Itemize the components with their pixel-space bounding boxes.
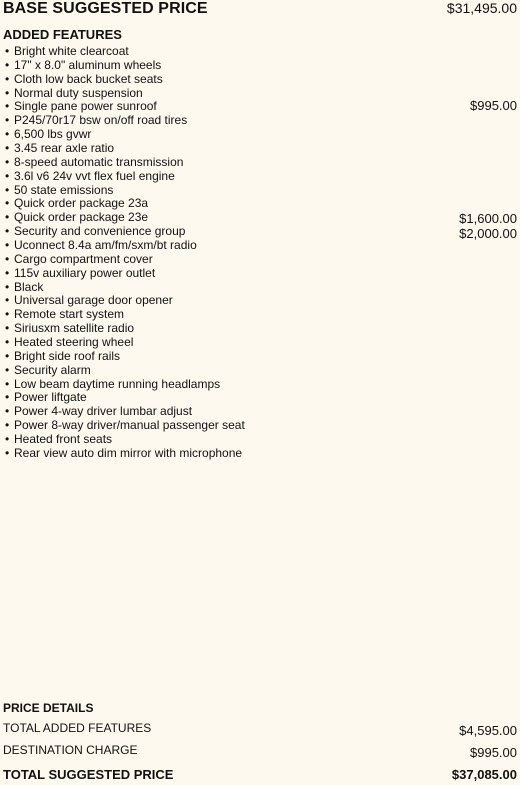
feature-item bbox=[5, 45, 517, 59]
total-added-features-value: $4,595.00 bbox=[459, 723, 517, 738]
bullet-icon: • bbox=[5, 71, 10, 86]
feature-item bbox=[5, 322, 517, 336]
feature-item bbox=[5, 294, 517, 308]
feature-label: Rear view auto dim mirror with microphone bbox=[14, 445, 243, 460]
feature-label: Power liftgate bbox=[14, 390, 87, 405]
bullet-icon: • bbox=[5, 390, 10, 405]
bullet-icon: • bbox=[5, 141, 10, 156]
bullet-icon: • bbox=[5, 362, 10, 377]
feature-label: 50 state emissions bbox=[14, 182, 114, 197]
total-added-features-label: TOTAL ADDED FEATURES bbox=[3, 721, 152, 735]
bullet-icon: • bbox=[5, 238, 10, 253]
feature-label: 6,500 lbs gvwr bbox=[14, 127, 92, 142]
bullet-icon: • bbox=[5, 154, 10, 169]
feature-item bbox=[5, 419, 517, 433]
feature-item bbox=[5, 142, 517, 156]
feature-item bbox=[5, 350, 517, 364]
feature-label: Siriusxm satellite radio bbox=[14, 321, 135, 336]
bullet-icon: • bbox=[5, 85, 10, 100]
total-suggested-price-row bbox=[3, 767, 517, 782]
bullet-icon: • bbox=[5, 348, 10, 363]
total-suggested-price-value: $37,085.00 bbox=[451, 767, 517, 782]
feature-item bbox=[5, 253, 517, 267]
bullet-icon: • bbox=[5, 57, 10, 72]
bullet-icon: • bbox=[5, 224, 10, 239]
feature-item bbox=[5, 114, 517, 128]
feature-item bbox=[5, 87, 517, 101]
feature-label: Bright white clearcoat bbox=[14, 44, 129, 58]
feature-label: Black bbox=[14, 279, 44, 294]
bullet-icon: • bbox=[5, 321, 10, 336]
bullet-icon: • bbox=[5, 168, 10, 183]
feature-label: Heated steering wheel bbox=[14, 335, 134, 350]
bullet-icon: • bbox=[5, 182, 10, 197]
feature-item bbox=[5, 433, 517, 447]
feature-label: 3.6l v6 24v vvt flex fuel engine bbox=[14, 168, 175, 183]
bullet-icon: • bbox=[5, 445, 10, 460]
feature-label: P245/70r17 bsw on/off road tires bbox=[14, 113, 188, 128]
feature-label: 3.45 rear axle ratio bbox=[14, 141, 115, 156]
bullet-icon: • bbox=[5, 279, 10, 294]
feature-label: Quick order package 23e bbox=[14, 210, 149, 225]
destination-charge-label: DESTINATION CHARGE bbox=[3, 743, 138, 757]
feature-item bbox=[5, 73, 517, 87]
feature-item bbox=[5, 378, 517, 392]
bullet-icon: • bbox=[5, 293, 10, 308]
feature-item bbox=[5, 170, 517, 184]
sunroof-price: $995.00 bbox=[470, 98, 517, 114]
feature-label: Power 8-way driver/manual passenger seat bbox=[14, 418, 245, 433]
feature-item bbox=[5, 281, 517, 295]
feature-item bbox=[5, 59, 517, 73]
feature-item bbox=[5, 405, 517, 419]
feature-item bbox=[5, 100, 517, 114]
bullet-icon: • bbox=[5, 335, 10, 350]
bullet-icon: • bbox=[5, 418, 10, 433]
feature-item bbox=[5, 447, 517, 461]
feature-label: Security and convenience group bbox=[14, 224, 186, 239]
bullet-icon: • bbox=[5, 307, 10, 322]
bullet-icon: • bbox=[5, 113, 10, 128]
bullet-icon: • bbox=[5, 376, 10, 391]
bullet-icon: • bbox=[5, 99, 10, 114]
feature-label: 115v auxiliary power outlet bbox=[14, 265, 156, 280]
feature-label: Heated front seats bbox=[14, 432, 113, 447]
feature-item bbox=[5, 184, 517, 198]
feature-label: Security alarm bbox=[14, 362, 91, 377]
feature-item bbox=[5, 156, 517, 170]
feature-label: Quick order package 23a bbox=[14, 196, 149, 211]
feature-label: Universal garage door opener bbox=[14, 293, 173, 308]
added-features-title: ADDED FEATURES bbox=[3, 27, 122, 42]
total-suggested-price-label: TOTAL SUGGESTED PRICE bbox=[3, 767, 174, 782]
bullet-icon: • bbox=[5, 210, 10, 225]
feature-item bbox=[5, 239, 517, 253]
feature-label: Cargo compartment cover bbox=[14, 251, 153, 266]
feature-label: Normal duty suspension bbox=[14, 85, 143, 100]
feature-item bbox=[5, 364, 517, 378]
features-list bbox=[5, 45, 517, 461]
feature-item bbox=[5, 308, 517, 322]
price-details-title: PRICE DETAILS bbox=[3, 701, 94, 715]
bullet-icon: • bbox=[5, 432, 10, 447]
feature-item bbox=[5, 336, 517, 350]
bullet-icon: • bbox=[5, 196, 10, 211]
feature-label: Cloth low back bucket seats bbox=[14, 71, 163, 86]
feature-item bbox=[5, 128, 517, 142]
feature-label: Uconnect 8.4a am/fm/sxm/bt radio bbox=[14, 238, 197, 253]
feature-item bbox=[5, 267, 517, 281]
package-23e-price: $1,600.00 bbox=[459, 211, 517, 227]
feature-item bbox=[5, 211, 517, 225]
bullet-icon: • bbox=[5, 127, 10, 142]
feature-item bbox=[5, 197, 517, 211]
base-price-row bbox=[3, 0, 517, 20]
feature-label: Single pane power sunroof bbox=[14, 99, 157, 114]
feature-label: Remote start system bbox=[14, 307, 125, 322]
destination-charge-value: $995.00 bbox=[470, 745, 517, 760]
feature-item bbox=[5, 224, 517, 242]
feature-label: 8-speed automatic transmission bbox=[14, 154, 184, 169]
security-group-price: $2,000.00 bbox=[459, 226, 517, 242]
feature-item bbox=[5, 391, 517, 405]
feature-label: Low beam daytime running headlamps bbox=[14, 376, 221, 391]
feature-label: Power 4-way driver lumbar adjust bbox=[14, 404, 193, 419]
base-price-value: $31,495.00 bbox=[446, 0, 517, 16]
bullet-icon: • bbox=[5, 44, 10, 58]
total-added-features-row bbox=[3, 721, 517, 738]
bullet-icon: • bbox=[5, 251, 10, 266]
bullet-icon: • bbox=[5, 265, 10, 280]
bullet-icon: • bbox=[5, 404, 10, 419]
feature-label: Bright side roof rails bbox=[14, 348, 121, 363]
destination-charge-row bbox=[3, 743, 517, 760]
base-price-label: BASE SUGGESTED PRICE bbox=[3, 0, 208, 17]
feature-label: 17" x 8.0" aluminum wheels bbox=[14, 57, 162, 72]
